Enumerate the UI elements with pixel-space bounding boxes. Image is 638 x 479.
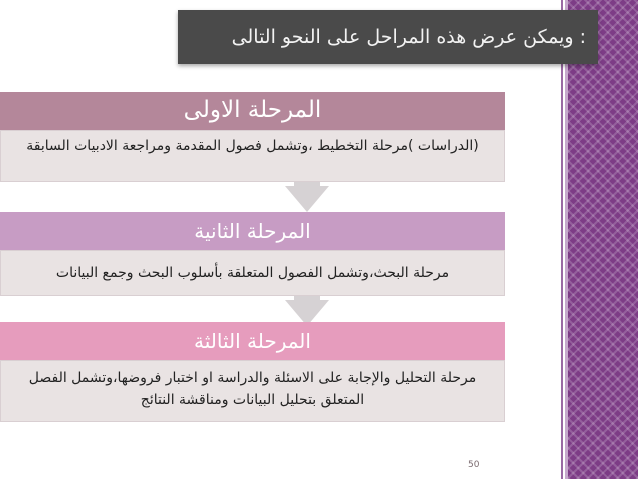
stage-heading-2: المرحلة الثانية	[0, 212, 505, 250]
decorative-side-pattern	[568, 0, 638, 479]
stage-heading-1: المرحلة الاولى	[0, 92, 505, 130]
slide-title: : ويمكن عرض هذه المراحل على النحو التالى	[231, 26, 586, 48]
stage-heading-3: المرحلة الثالثة	[0, 322, 505, 360]
stage-body-1: (الدراسات )مرحلة التخطيط ،وتشمل فصول المقدمة ومراجعة الادبيات السابقة	[0, 130, 505, 182]
stage-body-2: مرحلة البحث،وتشمل الفصول المتعلقة بأسلوب البحث وجمع البيانات	[0, 250, 505, 296]
stage-body-3: مرحلة التحليل والإجابة على الاسئلة والدراسة او اختبار فروضها،وتشمل الفصل المتعلق بتحليل البيانات ومناقشة النتائج	[0, 360, 505, 422]
side-divider-line	[561, 0, 563, 479]
title-bar	[178, 10, 598, 64]
down-arrow-icon	[285, 186, 329, 212]
page-number: 50	[468, 460, 480, 470]
